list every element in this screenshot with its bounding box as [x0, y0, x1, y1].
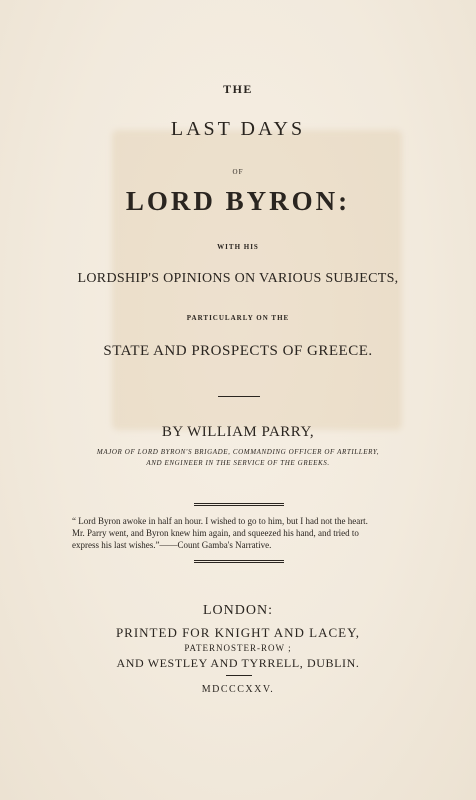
divider-rule-3 — [194, 560, 284, 563]
divider-rule-1 — [218, 396, 260, 397]
author-rank-line-1: MAJOR OF LORD BYRON'S BRIGADE, COMMANDING OFFICER OF ARTILLERY, — [96, 448, 380, 456]
divider-rule-4 — [226, 675, 252, 676]
epigraph-line-3: express his last wishes.”——Count Gamba's Narrative. — [72, 540, 272, 550]
title-line-1: LAST DAYS — [170, 118, 306, 140]
divider-rule-2 — [194, 503, 284, 506]
imprint-year: MDCCCXXV. — [201, 684, 275, 695]
epigraph-line-2: Mr. Parry went, and Byron knew him again, and squeezed his hand, and tried to — [72, 528, 359, 538]
imprint-printer: PRINTED FOR KNIGHT AND LACEY, — [115, 625, 361, 640]
author-rank-line-2: AND ENGINEER IN THE SERVICE OF THE GREEKS. — [146, 459, 330, 467]
title-of: OF — [232, 168, 244, 176]
title-line-2: LORD BYRON: — [125, 186, 351, 216]
imprint-copublisher: AND WESTLEY AND TYRRELL, DUBLIN. — [116, 656, 360, 670]
imprint-address: PATERNOSTER-ROW ; — [184, 643, 292, 653]
subtitle-with-his: WITH HIS — [217, 243, 259, 251]
subtitle-state: STATE AND PROSPECTS OF GREECE. — [103, 343, 373, 359]
epigraph-line-1: “ Lord Byron awoke in half an hour. I wished to go to him, but I had not the heart. — [72, 516, 368, 526]
subtitle-opinions: LORDSHIP'S OPINIONS ON VARIOUS SUBJECTS, — [77, 271, 399, 286]
title-article: THE — [223, 82, 253, 96]
subtitle-particularly: PARTICULARLY ON THE — [186, 314, 290, 322]
imprint-city: LONDON: — [203, 603, 273, 618]
author-line: BY WILLIAM PARRY, — [161, 424, 315, 440]
